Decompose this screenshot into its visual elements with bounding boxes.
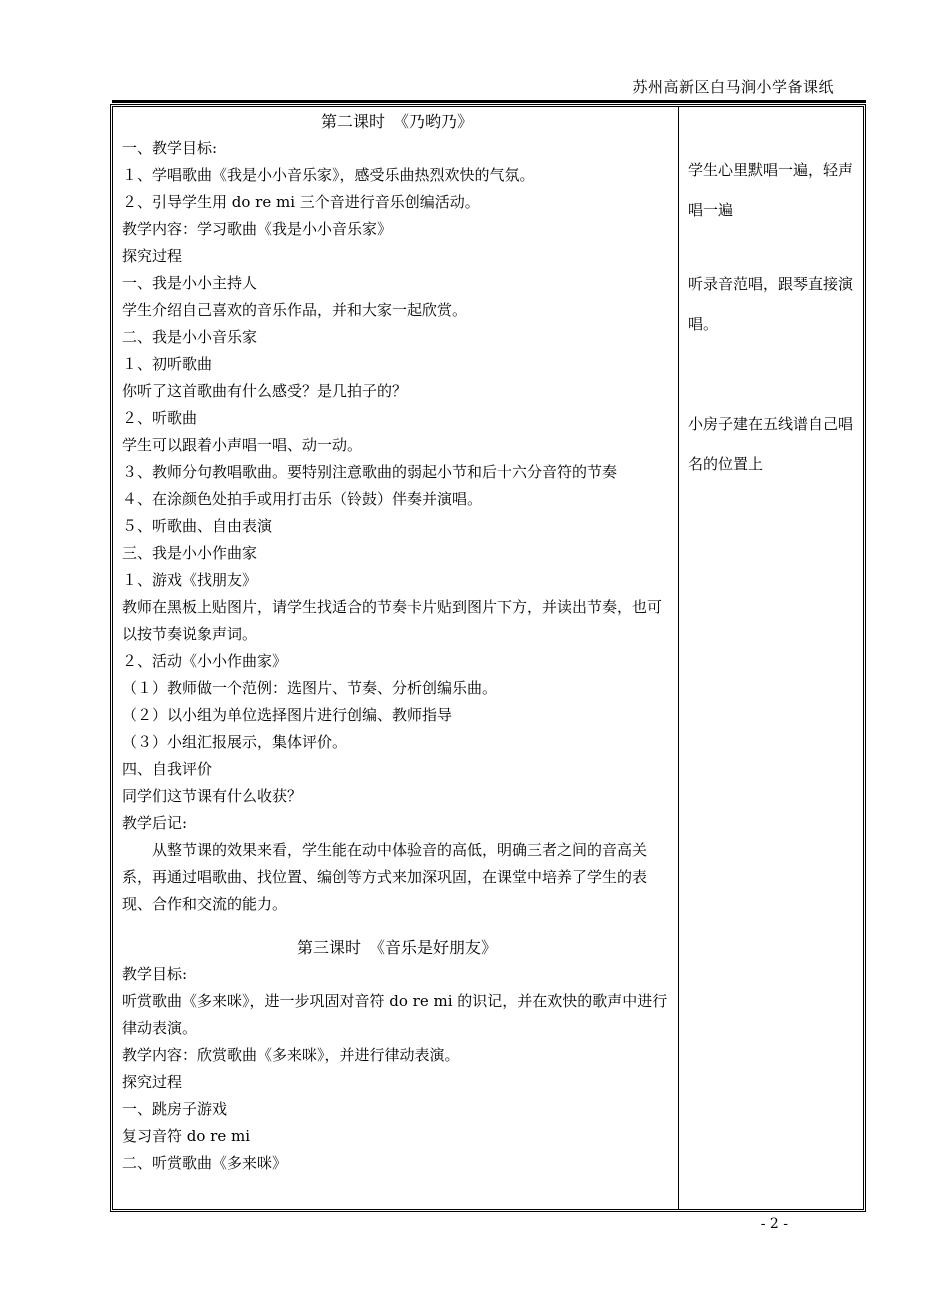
lesson2-line: 一、我是小小主持人 bbox=[122, 274, 258, 292]
header-rule bbox=[112, 100, 866, 103]
lesson2-line: ５、听歌曲、自由表演 bbox=[122, 517, 273, 535]
lesson2-line: 你听了这首歌曲有什么感受？是几拍子的？ bbox=[122, 382, 408, 400]
section-gap bbox=[122, 918, 672, 934]
lesson2-line: 教学后记: bbox=[122, 814, 188, 832]
lesson2-line: 一、教学目标: bbox=[122, 139, 218, 157]
main-column bbox=[122, 108, 672, 1177]
lesson3-line: 探究过程 bbox=[122, 1073, 183, 1091]
lesson3-title: 第三课时 《音乐是好朋友》 bbox=[296, 938, 497, 957]
lesson3-line: 复习音符 do re mi bbox=[122, 1127, 251, 1145]
lesson3-line: 听赏歌曲《多来咪》，进一步巩固对音符 do re mi 的识记，并在欢快的歌声中进行律动表演。 bbox=[122, 992, 668, 1037]
lesson2-line: 学生介绍自己喜欢的音乐作品，并和大家一起欣赏。 bbox=[122, 301, 468, 319]
lesson2-line: 三、我是小小作曲家 bbox=[122, 544, 258, 562]
page-number: - 2 - bbox=[760, 1216, 788, 1232]
lesson2-afterword: 从整节课的效果来看，学生能在动中体验音的高低，明确三者之间的音高关系，再通过唱歌曲、找位置、编创等方式来加深巩固，在课堂中培养了学生的表现、合作和交流的能力。 bbox=[122, 841, 648, 913]
header-school-name: 苏州高新区白马涧小学备课纸 bbox=[632, 78, 834, 96]
lesson2-line: １、初听歌曲 bbox=[122, 355, 213, 373]
lesson2-line: 探究过程 bbox=[122, 247, 183, 265]
lesson2-line: （１）教师做一个范例：选图片、节奏、分析创编乐曲。 bbox=[122, 679, 498, 697]
lesson2-line: ３、教师分句教唱歌曲。要特别注意歌曲的弱起小节和后十六分音符的节奏 bbox=[122, 463, 618, 481]
column-divider bbox=[678, 106, 679, 1210]
lesson2-line: （２）以小组为单位选择图片进行创编、教师指导 bbox=[122, 706, 453, 724]
lesson2-line: ２、听歌曲 bbox=[122, 409, 198, 427]
side-note-1: 学生心里默唱一遍，轻声唱一遍 bbox=[688, 161, 854, 219]
side-note-3: 小房子建在五线谱自己唱名的位置上 bbox=[688, 415, 854, 473]
lesson3-line: 教学目标: bbox=[122, 965, 188, 983]
lesson2-line: 教学内容：学习歌曲《我是小小音乐家》 bbox=[122, 220, 393, 238]
lesson2-line: ２、引导学生用 do re mi 三个音进行音乐创编活动。 bbox=[122, 193, 480, 211]
lesson3-line: 二、听赏歌曲《多来咪》 bbox=[122, 1154, 288, 1172]
side-note-2: 听录音范唱，跟琴直接演唱。 bbox=[688, 275, 854, 333]
lesson2-line: 学生可以跟着小声唱一唱、动一动。 bbox=[122, 436, 363, 454]
lesson2-line: 同学们这节课有什么收获？ bbox=[122, 787, 303, 805]
lesson2-line: １、游戏《找朋友》 bbox=[122, 571, 258, 589]
lesson2-title: 第二课时 《乃哟乃》 bbox=[320, 112, 473, 131]
lesson2-line: （３）小组汇报展示，集体评价。 bbox=[122, 733, 348, 751]
lesson3-line: 一、跳房子游戏 bbox=[122, 1100, 228, 1118]
lesson3-line: 教学内容：欣赏歌曲《多来咪》，并进行律动表演。 bbox=[122, 1046, 460, 1064]
lesson2-line: 教师在黑板上贴图片，请学生找适合的节奏卡片贴到图片下方，并读出节奏，也可以按节奏说象声词。 bbox=[122, 598, 663, 643]
lesson2-line: ４、在涂颜色处拍手或用打击乐（铃鼓）伴奏并演唱。 bbox=[122, 490, 483, 508]
lesson2-line: 二、我是小小音乐家 bbox=[122, 328, 258, 346]
lesson2-line: 四、自我评价 bbox=[122, 760, 213, 778]
lesson2-line: １、学唱歌曲《我是小小音乐家》，感受乐曲热烈欢快的气氛。 bbox=[122, 166, 535, 184]
lesson2-line: ２、活动《小小作曲家》 bbox=[122, 652, 288, 670]
